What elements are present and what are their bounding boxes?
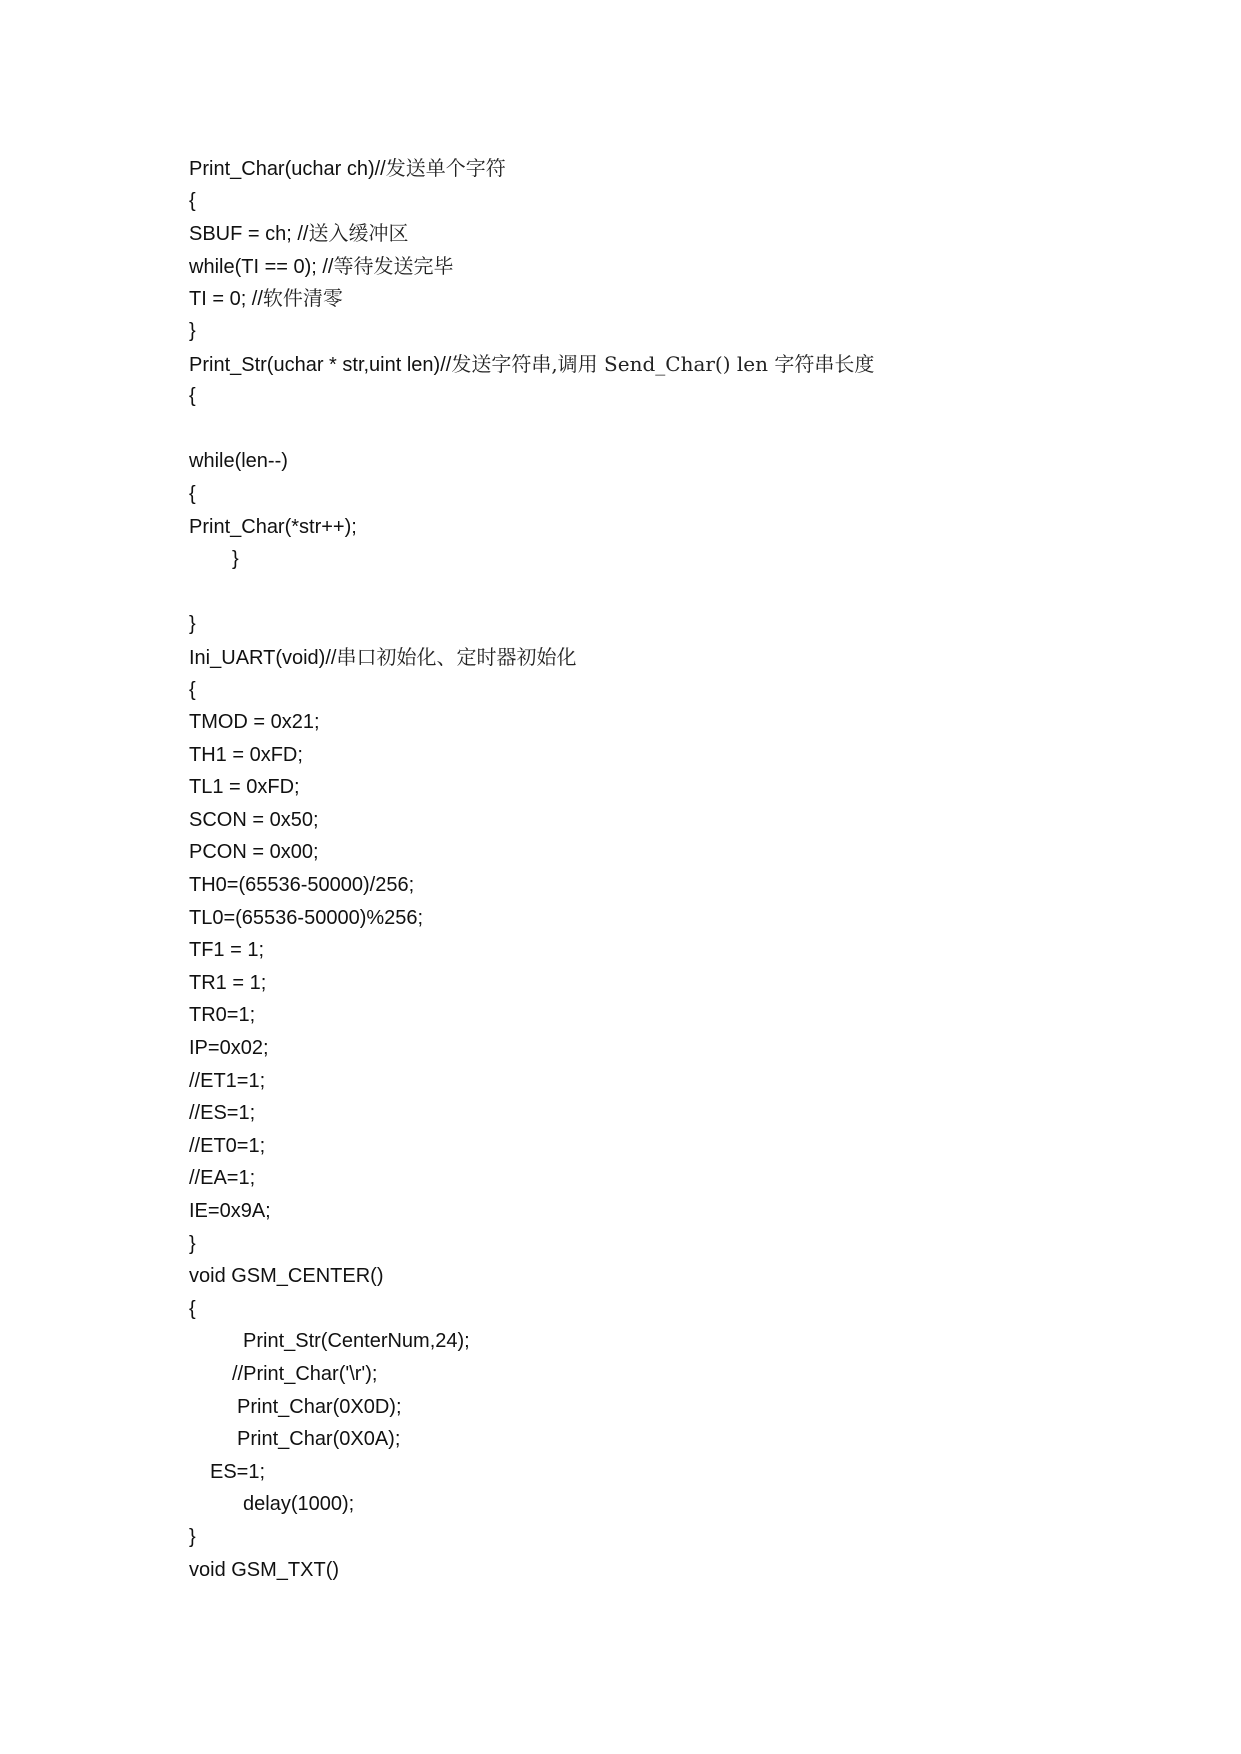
blank-line	[189, 413, 1169, 446]
code-line	[189, 967, 1169, 1000]
code-text: }	[189, 613, 196, 636]
code-text: }	[189, 319, 196, 342]
code-text: Print_Char(0X0D);	[237, 1395, 402, 1418]
code-text: Print_Char(0X0A);	[237, 1428, 401, 1451]
code-text: TF1 = 1;	[189, 939, 265, 962]
code-text: TR0=1;	[189, 1004, 256, 1027]
code-text: SCON = 0x50;	[189, 808, 319, 831]
code-line	[189, 1195, 1169, 1228]
code-line	[189, 1228, 1169, 1261]
code-text: //Print_Char('\r');	[232, 1362, 378, 1385]
code-text: void GSM_TXT()	[189, 1558, 340, 1581]
code-text: //ES=1;	[189, 1102, 256, 1125]
code-line	[189, 608, 1169, 641]
code-text: TI = 0; //	[189, 288, 263, 311]
code-line	[189, 934, 1169, 967]
code-line	[189, 902, 1169, 935]
code-text: TH0=(65536-50000)/256;	[189, 874, 415, 897]
code-text: ES=1;	[210, 1460, 266, 1483]
code-text: {	[189, 1297, 196, 1320]
code-line	[189, 478, 1169, 511]
code-line	[189, 641, 1169, 674]
code-line	[189, 706, 1169, 739]
code-line	[189, 1130, 1169, 1163]
code-text: {	[189, 678, 196, 701]
code-text: SBUF = ch; //	[189, 223, 309, 246]
code-line	[189, 152, 1169, 185]
code-text: while(len--)	[189, 450, 288, 473]
code-line	[189, 1065, 1169, 1098]
code-text: //ET1=1;	[189, 1069, 266, 1092]
code-text: Print_Str(uchar * str,uint len)//	[189, 353, 452, 376]
blank-line	[189, 576, 1169, 609]
code-text: TH1 = 0xFD;	[189, 743, 303, 766]
code-line	[189, 1097, 1169, 1130]
code-text: IE=0x9A;	[189, 1200, 271, 1222]
code-comment: 发送单个字符	[385, 156, 506, 180]
code-text: }	[232, 548, 239, 571]
code-text: Print_Char(uchar ch)//	[189, 158, 386, 180]
code-line	[189, 1423, 1169, 1456]
code-text: }	[189, 1525, 196, 1548]
code-line	[189, 250, 1169, 283]
code-text: {	[189, 385, 196, 408]
code-line	[189, 836, 1169, 869]
code-line	[189, 1391, 1169, 1424]
code-text: TL1 = 0xFD;	[189, 776, 300, 799]
code-text: {	[189, 482, 196, 505]
code-text: }	[189, 1232, 196, 1255]
code-line	[189, 869, 1169, 902]
code-line	[189, 999, 1169, 1032]
code-line	[189, 804, 1169, 837]
code-line	[189, 1488, 1169, 1521]
code-line	[189, 1260, 1169, 1293]
code-line	[189, 1554, 1169, 1587]
code-line	[189, 543, 1169, 576]
code-text: Print_Str(CenterNum,24);	[243, 1330, 470, 1353]
code-text: TL0=(65536-50000)%256;	[189, 906, 424, 929]
code-text: IP=0x02;	[189, 1037, 269, 1060]
code-line	[189, 315, 1169, 348]
code-listing	[189, 152, 1169, 1586]
code-comment: 送入缓冲区	[308, 221, 409, 246]
code-line	[189, 511, 1169, 544]
code-line	[189, 380, 1169, 413]
code-text: Print_Char(*str++);	[189, 515, 357, 538]
code-line	[189, 1521, 1169, 1554]
code-text: PCON = 0x00;	[189, 841, 319, 864]
code-line	[189, 1032, 1169, 1065]
code-line	[189, 1293, 1169, 1326]
code-comment: 串口初始化、定时器初始化	[336, 644, 577, 669]
code-text: delay(1000);	[243, 1493, 355, 1516]
code-text: Ini_UART(void)//	[189, 646, 337, 669]
code-line	[189, 282, 1169, 315]
code-line	[189, 739, 1169, 772]
code-text: while(TI == 0); //	[189, 255, 334, 278]
code-line	[189, 217, 1169, 250]
code-line	[189, 185, 1169, 218]
code-text: TR1 = 1;	[189, 971, 267, 994]
code-comment: 等待发送完毕	[333, 253, 454, 278]
code-line	[189, 1358, 1169, 1391]
code-line	[189, 348, 1169, 381]
code-line	[189, 1162, 1169, 1195]
code-line	[189, 674, 1169, 707]
code-text: TMOD = 0x21;	[189, 711, 320, 734]
code-comment: 发送字符串,调用 Send_Char() len 字符串长度	[451, 351, 875, 376]
code-line	[189, 1325, 1169, 1358]
code-line	[189, 445, 1169, 478]
code-text: {	[189, 189, 196, 212]
code-text: //ET0=1;	[189, 1134, 266, 1157]
code-line	[189, 771, 1169, 804]
code-text: void GSM_CENTER()	[189, 1265, 384, 1288]
code-text: //EA=1;	[189, 1167, 256, 1190]
code-comment: 软件清零	[262, 286, 343, 311]
code-line	[189, 1456, 1169, 1489]
